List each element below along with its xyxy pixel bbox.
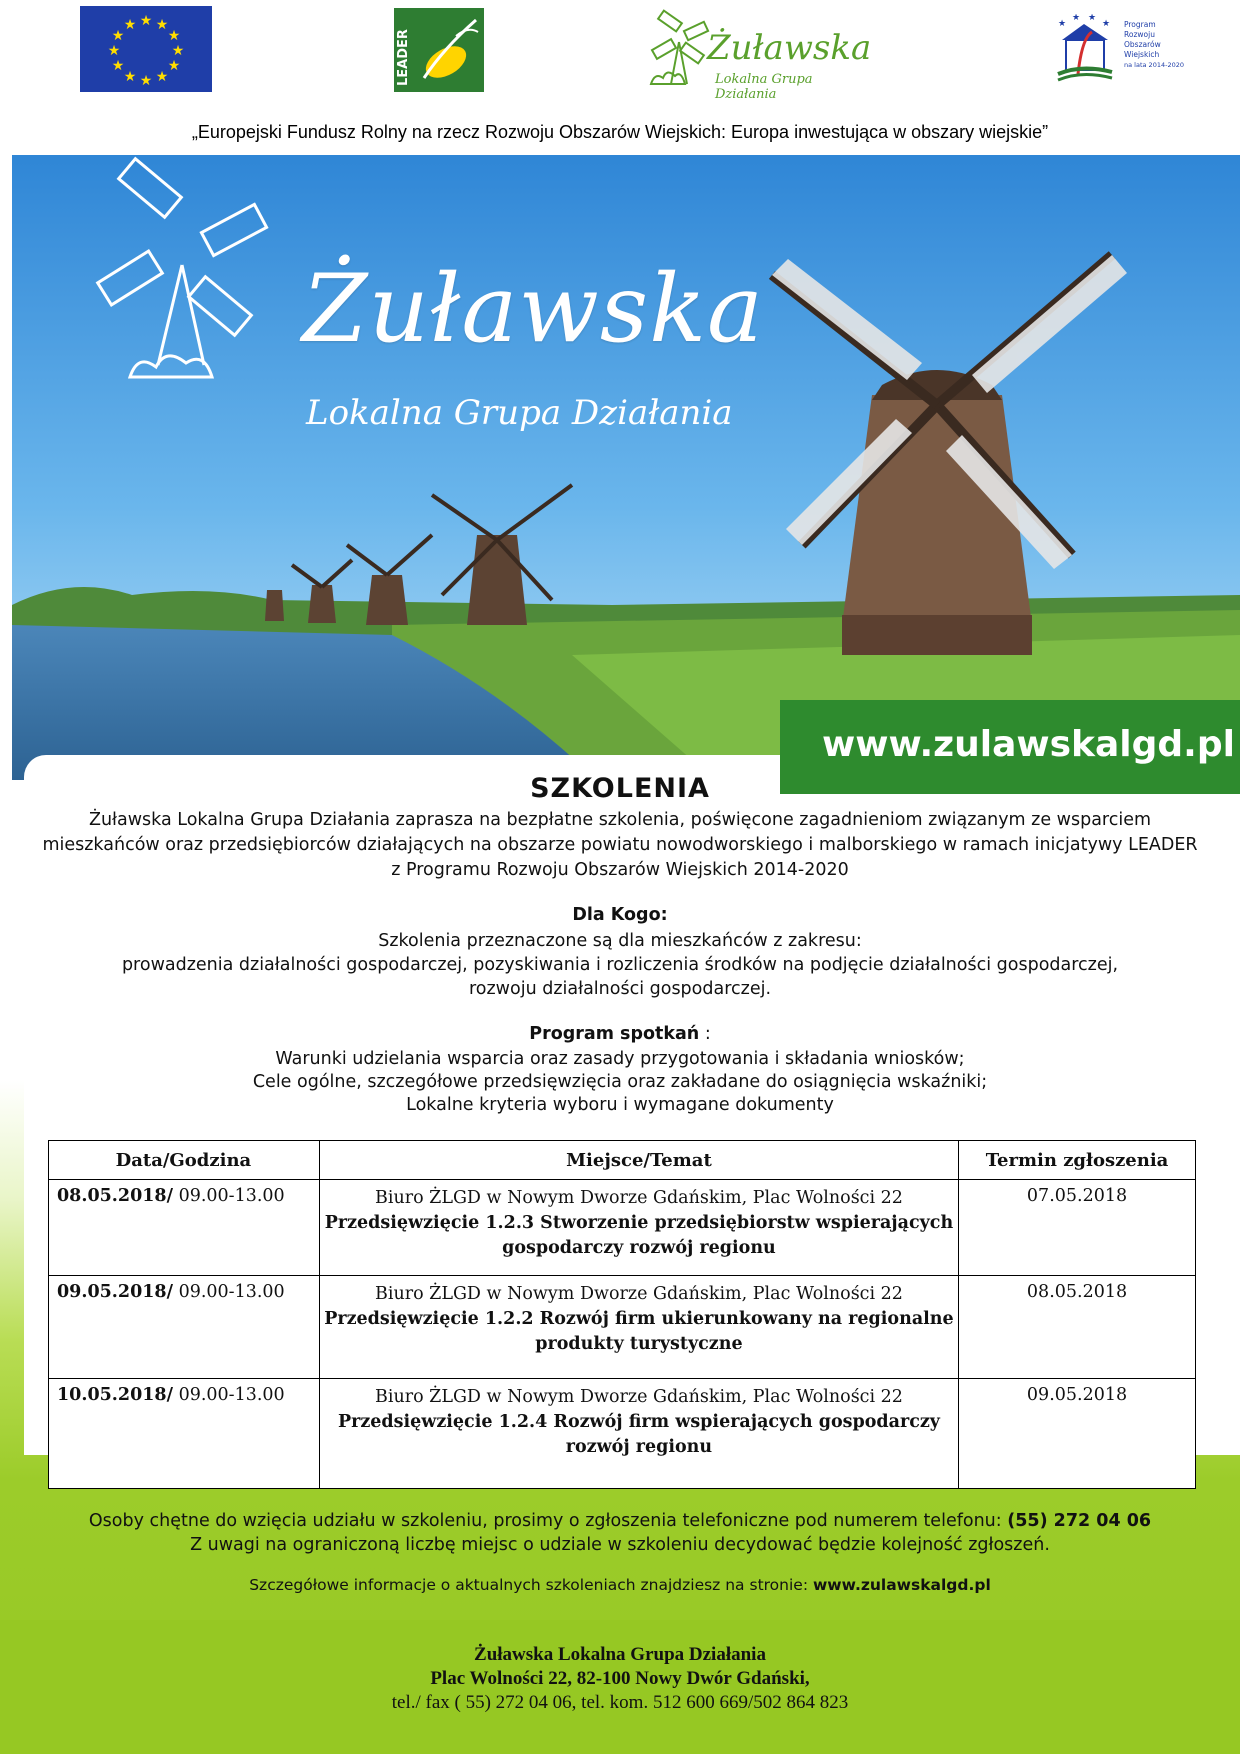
program-item: Lokalne kryteria wyboru i wymagane dokumenty	[406, 1095, 834, 1115]
cell-place-topic	[319, 1180, 958, 1276]
zulawska-lgd-logo	[645, 8, 875, 102]
zulawska-logo-subtitle: Lokalna Grupa Działania	[715, 72, 813, 102]
program-list	[0, 1048, 1240, 1117]
more-info-text: Szczegółowe informacje o aktualnych szkoleniach znajdziesz na stronie:	[249, 1576, 813, 1594]
program-heading-label: Program spotkań	[529, 1024, 700, 1044]
svg-text:★: ★	[1058, 19, 1067, 29]
session-place: Biuro ŻLGD w Nowym Dworze Gdańskim, Plac Wolności 22	[374, 1188, 903, 1208]
prow-line-1: Program	[1124, 20, 1156, 29]
footer-org-name: Żuławska Lokalna Grupa Działania	[474, 1644, 766, 1665]
program-item: Cele ogólne, szczegółowe przedsięwzięcia oraz zakładane do osiągnięcia wskaźniki;	[252, 1072, 988, 1092]
cell-place-topic	[319, 1379, 958, 1489]
cell-date	[49, 1180, 320, 1276]
cell-date	[49, 1276, 320, 1379]
program-heading-colon: :	[699, 1024, 711, 1044]
svg-text:★: ★	[167, 58, 181, 74]
footer-phones: tel./ fax ( 55) 272 04 06, tel. kom. 512 600 669/502 864 823	[391, 1692, 849, 1713]
cell-deadline: 08.05.2018	[959, 1276, 1196, 1379]
zulawska-logo-title: Żuławska	[707, 28, 872, 68]
session-topic: Przedsięwzięcie 1.2.2 Rozwój firm ukierunkowany na regionalne produkty turystyczne	[324, 1309, 954, 1354]
leader-text: LEADER	[396, 29, 411, 86]
contact-text: Osoby chętne do wzięcia udziału w szkoleniu, prosimy o zgłoszenia telefoniczne pod numerem telefonu:	[88, 1511, 1008, 1531]
hero-windmill-photo	[12, 155, 1240, 795]
svg-text:★: ★	[1102, 19, 1111, 29]
svg-text:★: ★	[1072, 14, 1081, 23]
cell-deadline: 09.05.2018	[959, 1379, 1196, 1489]
svg-text:★: ★	[1088, 14, 1097, 23]
cell-date	[49, 1379, 320, 1489]
session-date: 08.05.2018/	[57, 1186, 173, 1206]
prow-line-4: Wiejskich	[1124, 50, 1160, 59]
schedule-table	[48, 1140, 1196, 1489]
svg-text:★: ★	[155, 17, 169, 33]
hero-url-link[interactable]: www.zulawskalgd.pl	[822, 724, 1235, 765]
table-row	[49, 1379, 1196, 1489]
svg-text:★: ★	[123, 17, 137, 33]
prow-logo	[1052, 14, 1192, 86]
cell-deadline: 07.05.2018	[959, 1180, 1196, 1276]
session-time: 09.00-13.00	[173, 1186, 285, 1206]
contact-line-1	[0, 1509, 1240, 1533]
session-date: 09.05.2018/	[57, 1282, 173, 1302]
session-place: Biuro ŻLGD w Nowym Dworze Gdańskim, Plac Wolności 22	[374, 1284, 903, 1304]
svg-text:★: ★	[111, 28, 125, 44]
header-date: Data/Godzina	[49, 1141, 320, 1180]
eafrd-tagline: „Europejski Fundusz Rolny na rzecz Rozwoju Obszarów Wiejskich: Europa inwestująca w obszary wiejskie”	[191, 122, 1049, 142]
header-deadline: Termin zgłoszenia	[959, 1141, 1196, 1180]
svg-text:★: ★	[167, 28, 181, 44]
prow-line-3: Obszarów	[1124, 40, 1161, 49]
contact-line-2: Z uwagi na ograniczoną liczbę miejsc o udziale w szkoleniu decydować będzie kolejność zgłoszeń.	[190, 1535, 1050, 1555]
hero-title: Żuławska	[302, 255, 765, 364]
for-whom-line: rozwoju działalności gospodarczej.	[468, 979, 772, 999]
contact-phone[interactable]: (55) 272 04 06	[1007, 1511, 1152, 1531]
hero-subtitle: Lokalna Grupa Działania	[306, 393, 733, 433]
eu-flag-logo	[80, 6, 212, 92]
for-whom-text	[0, 929, 1240, 1001]
leader-logo	[394, 8, 484, 92]
logo-strip	[0, 0, 1240, 110]
contact-info	[0, 1509, 1240, 1557]
prow-line-2: Rozwoju	[1124, 30, 1155, 39]
table-row	[49, 1276, 1196, 1379]
svg-text:★: ★	[139, 13, 153, 29]
program-item: Warunki udzielania wsparcia oraz zasady przygotowania i składania wniosków;	[275, 1049, 965, 1069]
header-place-topic: Miejsce/Temat	[319, 1141, 958, 1180]
session-place: Biuro ŻLGD w Nowym Dworze Gdańskim, Plac Wolności 22	[374, 1387, 903, 1407]
intro-paragraph: Żuławska Lokalna Grupa Działania zaprasza na bezpłatne szkolenia, poświęcone zagadnieniom związanym ze wsparciem mieszkańców oraz przedsiębiorców działających na obszarze powiatu nowodworskiego i malborskiego w ramach inicjatywy LEADER z Programu Rozwoju Obszarów Wiejskich 2014-2020	[42, 810, 1198, 880]
svg-text:★: ★	[107, 43, 121, 59]
footer-street: Plac Wolności 22, 82-100 Nowy Dwór Gdański,	[430, 1668, 810, 1689]
svg-text:★: ★	[111, 58, 125, 74]
svg-text:★: ★	[155, 69, 169, 85]
for-whom-line: prowadzenia działalności gospodarczej, pozyskiwania i rozliczenia środków na podjęcie działalności gospodarczej,	[121, 955, 1119, 975]
for-whom-line: Szkolenia przeznaczone są dla mieszkańców z zakresu:	[378, 931, 862, 951]
prow-line-5: na lata 2014-2020	[1124, 61, 1184, 69]
table-row	[49, 1180, 1196, 1276]
session-time: 09.00-13.00	[173, 1385, 285, 1405]
program-heading	[0, 1024, 1240, 1044]
more-info-link[interactable]: www.zulawskalgd.pl	[812, 1576, 991, 1594]
svg-text:★: ★	[123, 69, 137, 85]
session-topic: Przedsięwzięcie 1.2.4 Rozwój firm wspierających gospodarczy rozwój regionu	[337, 1412, 940, 1457]
for-whom-heading: Dla Kogo:	[572, 905, 668, 925]
more-info	[0, 1576, 1240, 1594]
cell-place-topic	[319, 1276, 958, 1379]
session-date: 10.05.2018/	[57, 1385, 173, 1405]
svg-text:★: ★	[171, 43, 185, 59]
table-header-row	[49, 1141, 1196, 1180]
session-topic: Przedsięwzięcie 1.2.3 Stworzenie przedsiębiorstw wspierających gospodarczy rozwój regionu	[324, 1213, 954, 1258]
footer-address	[0, 1643, 1240, 1715]
session-time: 09.00-13.00	[173, 1282, 285, 1302]
page-heading: SZKOLENIA	[530, 773, 710, 804]
svg-text:★: ★	[139, 73, 153, 89]
